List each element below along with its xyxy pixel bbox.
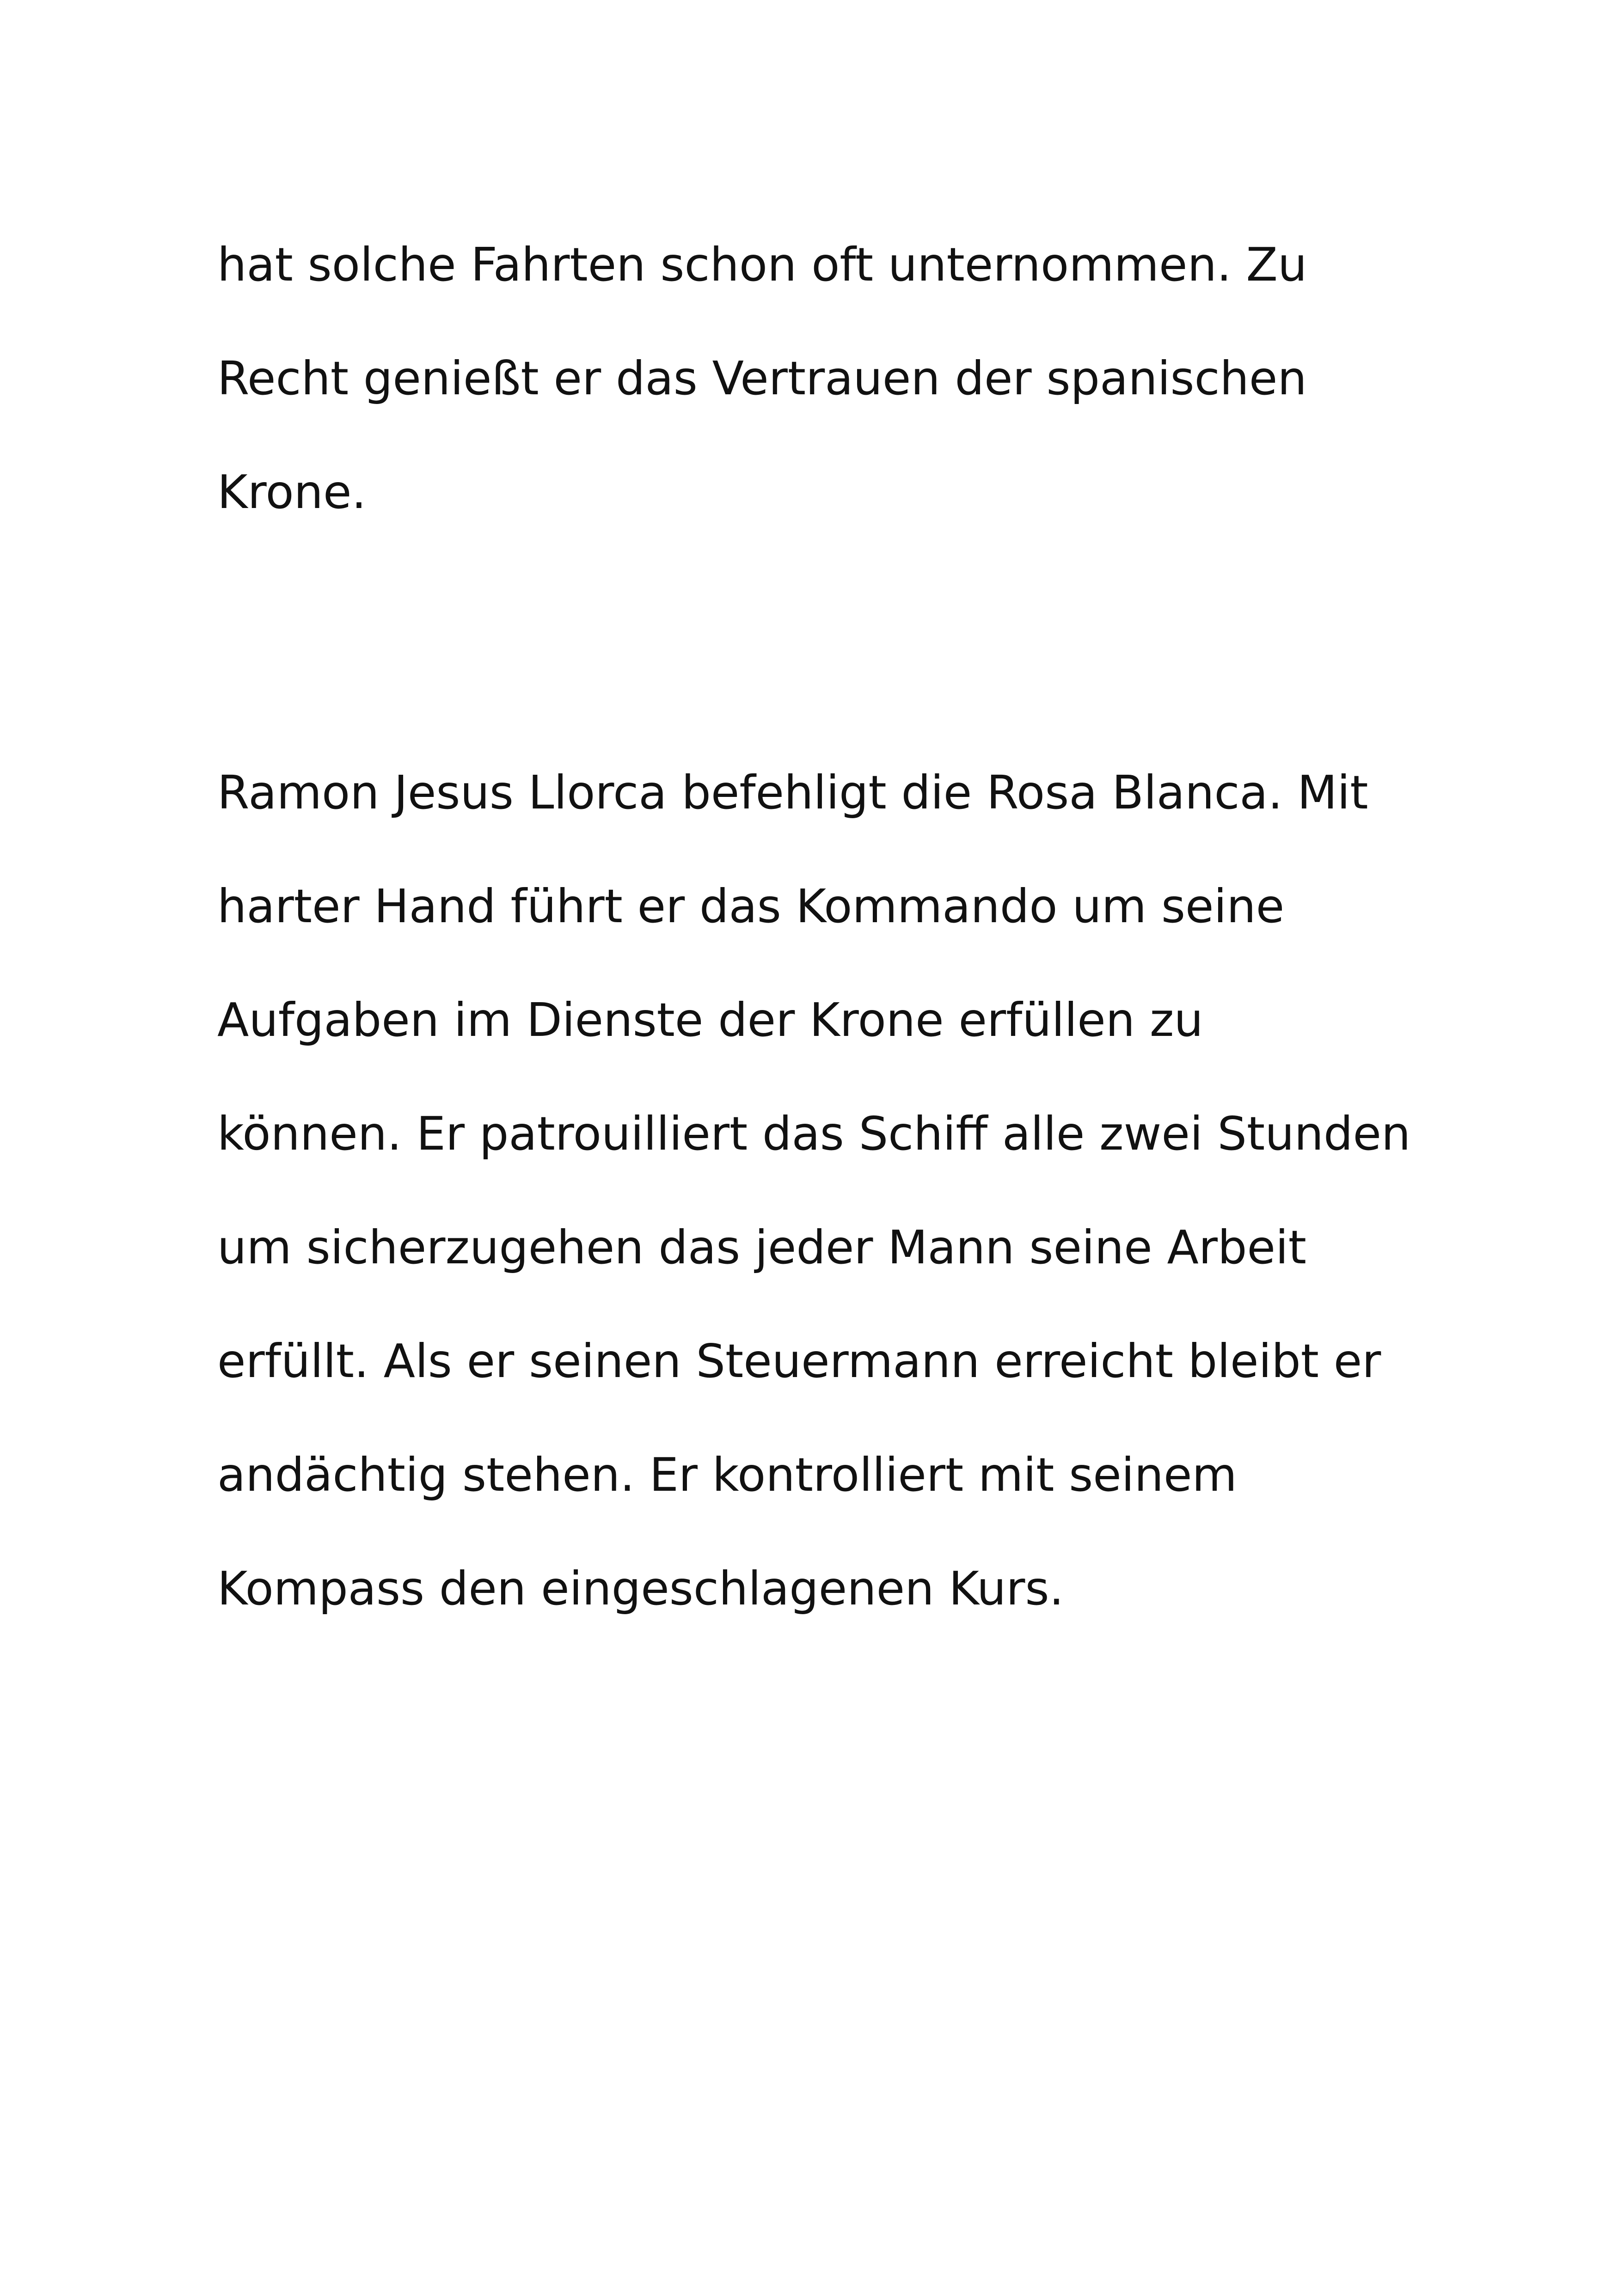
text-line: Kompass den eingeschlagenen Kurs. — [217, 1561, 1064, 1616]
paragraph-1 — [217, 208, 1465, 549]
text-line: Krone. — [217, 465, 367, 519]
text-line: hat solche Fahrten schon oft unternommen. Zu — [217, 238, 1307, 292]
text-line: erfüllt. Als er seinen Steuermann erreicht bleibt er — [217, 1334, 1381, 1388]
text-line: können. Er patrouilliert das Schiff alle zwei Stunden — [217, 1107, 1411, 1161]
text-line: Recht genießt er das Vertrauen der spanischen — [217, 351, 1307, 405]
text-line: um sicherzugehen das jeder Mann seine Arbeit — [217, 1220, 1306, 1274]
paragraph-2 — [217, 736, 1465, 1646]
text-line: Ramon Jesus Llorca befehligt die Rosa Blanca. Mit — [217, 765, 1368, 820]
text-line: harter Hand führt er das Kommando um seine — [217, 879, 1285, 933]
text-line: andächtig stehen. Er kontrolliert mit seinem — [217, 1448, 1237, 1502]
text-line: Aufgaben im Dienste der Krone erfüllen zu — [217, 993, 1203, 1047]
